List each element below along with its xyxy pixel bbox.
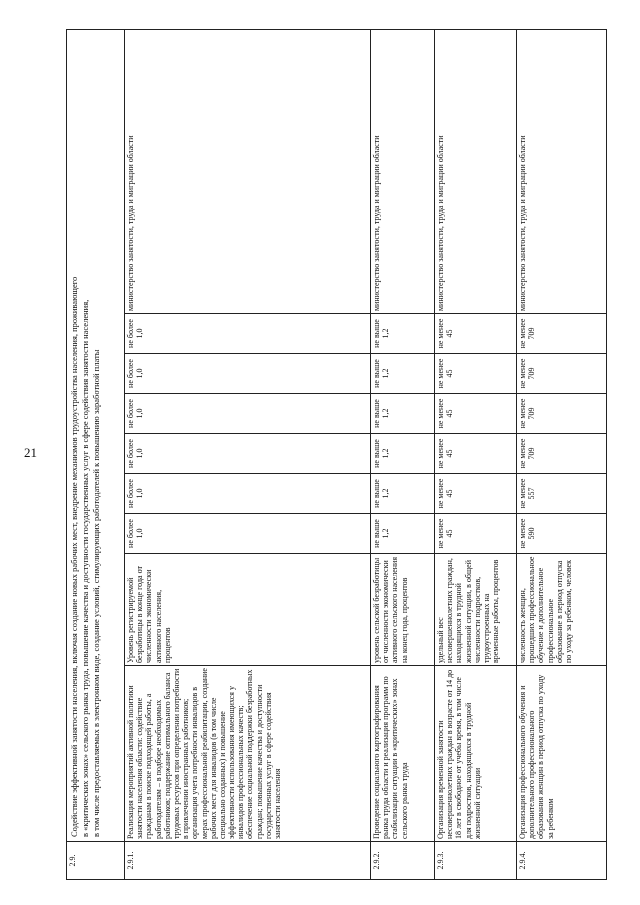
value-cell: не более 1,0 [125,434,371,474]
row-number: 2.9.3. [435,842,517,880]
value-cell: не менее 45 [435,394,517,434]
value-cell: не более 1,0 [125,314,371,354]
value-cell: не более 1,0 [125,474,371,514]
table-row [125,29,371,879]
program-table [66,29,607,880]
value-cell: не менее 45 [435,474,517,514]
value-cell: не выше 1,2 [371,514,435,554]
indicator-cell: Уровень регистрируемой безработицы в конце года от численности экономически активного населения, процентов [125,554,371,666]
row-number: 2.9.1. [125,842,371,880]
value-cell: не более 1,0 [125,514,371,554]
indicator-cell: удельный вес несовершеннолетних граждан, находящихся в трудной жизненной ситуации, в общей численности подростков, трудоустроенных на временные работы, процентов [435,554,517,666]
value-cell: не менее 45 [435,314,517,354]
table-row [517,29,607,879]
row-number: 2.9.4. [517,842,607,880]
section-line: Содействие эффективной занятости населения, включая создание новых рабочих мест, внедрение механизмов трудоустройства населения, проживающего [69,276,79,837]
section-number: 2.9. [67,842,125,880]
activity-cell: Организация временной занятости несовершеннолетних граждан в возрасте от 14 до 18 лет в свободное от учебы время, в том числе для подростков, находящихся в трудной жизненной ситуации [435,666,517,842]
value-cell: не выше 1,2 [371,314,435,354]
value-cell: не менее 557 [517,474,607,514]
value-cell: не менее 709 [517,434,607,474]
activity-cell: Проведение социального картографирования рынка труда области и реализация программ по стабилизации ситуации в «критических» зонах сельского рынка труда [371,666,435,842]
section-line: в том числе предоставляемых в электронном виде, создание условий, стимулирующих работодателей к повышению заработной платы [91,349,102,837]
indicator-cell: численность женщин, прошедших профессиональное обучение и дополнительное профессиональное образование в период отпуска по уходу за ребенком, человек [517,554,607,666]
value-cell: не более 1,0 [125,394,371,434]
responsible-cell: министерство занятости, труда и миграции области [371,29,435,313]
section-row [67,29,125,879]
value-cell: не выше 1,2 [371,354,435,394]
page-number: 21 [24,445,37,460]
value-cell: не выше 1,2 [371,474,435,514]
table-row [371,29,435,879]
rotated-page [66,30,606,880]
value-cell: не менее 45 [435,354,517,394]
section-title [67,29,125,841]
value-cell: не более 1,0 [125,354,371,394]
responsible-cell: министерство занятости, труда и миграции области [435,29,517,313]
indicator-cell: уровень сельской безработицы от численности экономически активного сельского населения на конец года, процентов [371,554,435,666]
responsible-cell: министерство занятости, труда и миграции области [517,29,607,313]
activity-cell: Реализация мероприятий активной политики занятости населения области: содействие гражданам в поиске подходящей работы, а работодателям – в подборе необходимых работников; поддержание оптимального баланса трудовых ресурсов при определении потребности в привлечении иностранных работников; организация учета потребности инвалидов в мерах профессиональной реабилитации, создание рабочих мест для инвалидов (в том числе специально созданных) и повышение эффективности использования имеющихся у инвалидов профессиональных качеств; обеспечение социальной поддержки безработных граждан; повышение качества и доступности государственных услуг в сфере содействия занятости населения [125,666,371,842]
value-cell: не менее 709 [517,394,607,434]
value-cell: не менее 590 [517,514,607,554]
activity-cell: Организация профессионального обучения и дополнительного профессионального образования женщин в период отпуска по уходу за ребенком [517,666,607,842]
value-cell: не выше 1,2 [371,394,435,434]
table-row [435,29,517,879]
value-cell: не выше 1,2 [371,434,435,474]
responsible-cell: министерство занятости, труда и миграции области [125,29,371,313]
section-line: в «критических зонах» сельского рынка труда, повышение качества и доступности государственных услуг в сфере содействия занятости населения, [80,299,91,837]
value-cell: не менее 709 [517,314,607,354]
value-cell: не менее 45 [435,434,517,474]
value-cell: не менее 709 [517,354,607,394]
row-number: 2.9.2. [371,842,435,880]
value-cell: не менее 45 [435,514,517,554]
